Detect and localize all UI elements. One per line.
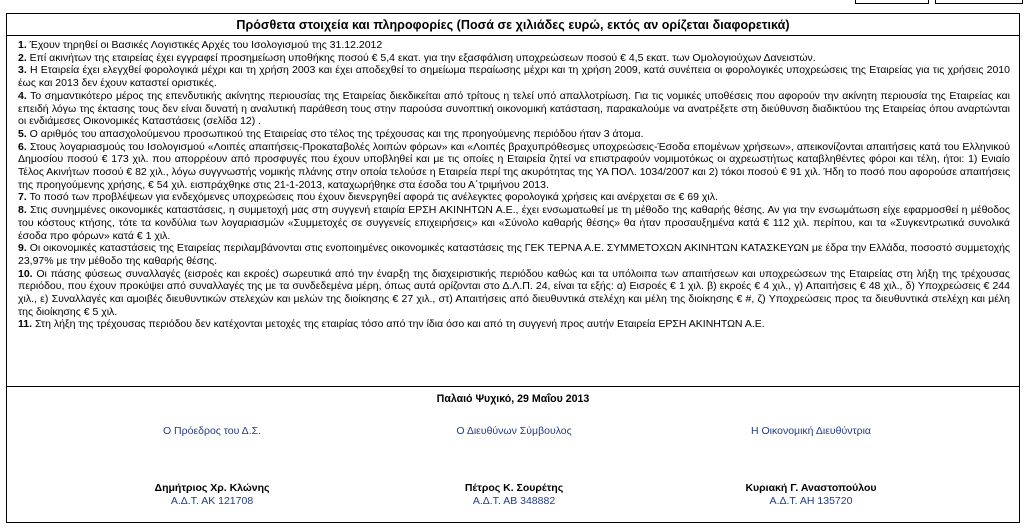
top-cell-right (935, 0, 1023, 4)
note-text: Οι πάσης φύσεως συναλλαγές (εισροές και εκροές) σωρευτικά από την έναρξη της διαχειριστικής περιόδου καθώς και τα υπόλοιπα των απαιτήσεων και υποχρεώσεων της Εταιρείας στη λήξη της τρέχουσας περιόδου, που έχουν προκύψει από συναλλαγές της με τα συνδεδεμένα μέρη, όπως αυτά ορίζονται στο Δ.Λ.Π. 24, είναι τα εξής: α) Εισροές € 1 χιλ. β) εκροές € 4 χιλ., γ) Απαιτήσεις € 48 χιλ., δ) Υποχρεώσεις € 244 χιλ., ε) Συναλλαγές και αμοιβές διευθυντικών στελεχών και μελών της διοίκησης € 27 χιλ., στ) Απαιτήσεις από διευθυντικά στελέχη και μέλη της διοίκησης € #, ζ) Υποχρεώσεις προς τα διευθυντικά στελέχη και μέλη της διοίκησης € 5 χιλ. (18, 267, 1010, 318)
note-4 (18, 90, 1010, 128)
note-1 (18, 39, 1010, 52)
note-3 (18, 64, 1010, 89)
signatory-name-ceo: Πέτρος Κ. Σουρέτης (464, 482, 564, 494)
note-number: 2. (18, 51, 27, 64)
signatory-name-chairman: Δημήτριος Χρ. Κλώνης (154, 482, 270, 494)
note-number: 7. (18, 191, 27, 204)
note-5 (18, 128, 1010, 141)
note-7 (18, 191, 1010, 204)
note-number: 4. (18, 89, 27, 102)
signatory-role-chairman: Ο Πρόεδρος του Δ.Σ. (162, 425, 262, 437)
note-6 (18, 141, 1010, 192)
note-text: Στη λήξη της τρέχουσας περιόδου δεν κατέχονται μετοχές της εταιρίας τόσο από την ίδια όσο και από τη συγγενή προς αυτήν Εταιρεία ΕΡΣΗ ΑΚΙΝΗΤΩΝ Α.Ε. (32, 318, 765, 331)
note-text: Στους λογαριασμούς του Ισολογισμού «Λοιπές απαιτήσεις-Προκαταβολές λοιπών φόρων» και «Λοιπές βραχυπρόθεσμες υποχρεώσεις-Έσοδα επομένων χρήσεων», απεικονίζονται απαιτήσεις κατά του Ελληνικού Δημοσίου ποσού € 173 χιλ. που απορρέουν από προσφυγές που έχουν υποβληθεί και με τις οποίες η Εταιρεία ζητεί να επιστραφούν νομιμοτόκως οι αχρεωστήτως καταβληθέντες φόροι και τέλη, ήτοι: 1) Ενιαίο Τέλος Ακινήτων ποσού € 82 χιλ., λόγω συγγνωστής νομικής πλάνης στην οποία τελούσε η Εταιρεία περί της ακυρότητας της ΥΑ ΠΟΛ. 1034/2007 και 2) τόκοι ποσού € 91 χιλ. Ήδη το ποσό που αφορούσε απαιτήσεις της προηγούμενης χρήσης, € 54 χιλ. εισπράχθηκε στις 21-1-2013, καταχωρήθηκε στα έσοδα του Α΄τριμήνου 2013. (18, 140, 1010, 191)
note-text: Στις συνημμένες οικονομικές καταστάσεις, η συμμετοχή μας στη συγγενή εταιρία ΕΡΣΗ ΑΚΙΝΗΤΩΝ Α.Ε., έχει ενσωματωθεί με τη μέθοδο της καθαρής θέσης. Αν για την ενσωμάτωση είχε εφαρμοσθεί η μέθοδος του κόστους κτήσης, τότε τα κονδύλια των λογαριασμών «Συμμετοχές σε συγγενείς επιχειρήσεις» και «Σύνολο καθαρής θέσης» θα ήταν προσαυξημένα κατά € 112 χιλ. περίπου, και τα «Συγκεντρωτικά συνολικά έσοδα προ φόρων» κατά € 1 χιλ. (18, 204, 1010, 242)
note-text: Οι οικονομικές καταστάσεις της Εταιρείας περιλαμβάνονται στις ενοποιημένες οικονομικές καταστάσεις της ΓΕΚ ΤΕΡΝΑ Α.Ε. ΣΥΜΜΕΤΟΧΩΝ ΑΚΙΝΗΤΩΝ ΚΑΤΑΣΚΕΥΩΝ με έδρα την Ελλάδα, ποσοστό συμμετοχής 23,97% με την μέθοδο της καθαρής θέσης. (18, 242, 1010, 267)
signatory-id-cfo: Α.Δ.Τ. ΑΗ 135720 (769, 495, 853, 507)
signatory-name-cfo: Κυριακή Γ. Αναστοπούλου (745, 482, 877, 494)
signatory-role-ceo: Ο Διευθύνων Σύμβουλος (456, 425, 572, 437)
notes-list (7, 36, 1019, 387)
note-10 (18, 268, 1010, 319)
top-cell-left (855, 0, 929, 4)
note-number: 6. (18, 140, 27, 153)
note-11 (18, 318, 1010, 331)
signatory-id-ceo: Α.Δ.Τ. ΑΒ 348882 (472, 495, 556, 507)
note-8 (18, 204, 1010, 242)
note-text: Ο αριθμός του απασχολούμενου προσωπικού της Εταιρείας στο τέλος της τρέχουσας και της προηγούμενης περιόδου ήταν 3 άτομα. (26, 127, 644, 140)
note-number: 8. (18, 204, 27, 217)
note-number: 5. (18, 127, 27, 140)
note-text: Το ποσό των προβλέψεων για ενδεχόμενες υποχρεώσεις που έχουν διενεργηθεί αφορά τις ανέλεγκτες φορολογικά χρήσεις και ανέρχεται σε € 69 χιλ. (26, 191, 718, 204)
note-9 (18, 242, 1010, 267)
note-text: Το σημαντικότερο μέρος της επενδυτικής ακίνητης περιουσίας της Εταιρείας διεκδικείται από τρίτους η τελεί υπό απαλλοτρίωση. Για τις νομικές υποθέσεις που αφορούν την ακίνητη περιουσία της Εταιρείας και επειδή λόγω της έκτασης τους δεν είναι δυνατή η αναλυτική παράθεση τους στην παρούσα συνοπτική οικονομική κατάσταση, παρακαλούμε να ανατρέξετε στη διεύθυνση διαδικτύου της Εταιρείας όπου αναρτώνται οι ενδιάμεσες Οικονομικές Καταστάσεις (σελίδα 12) . (18, 89, 1010, 128)
note-number: 3. (18, 64, 27, 77)
note-number: 11. (18, 318, 33, 331)
note-number: 10. (18, 267, 33, 280)
note-text: Η Εταιρεία έχει ελεγχθεί φορολογικά μέχρι και τη χρήση 2003 και έχει αποδεχθεί το σημείωμα περαίωσης μέχρι και τη χρήση 2009, κατά συνέπεια οι φορολογικές υποχρεώσεις της Εταιρείας για τις χρήσεις 2010 έως και 2013 δεν έχουν καταστεί οριστικές. (18, 64, 1010, 90)
note-text: Έχουν τηρηθεί οι Βασικές Λογιστικές Αρχές του Ισολογισμού της 31.12.2012 (26, 39, 383, 51)
note-2 (18, 52, 1010, 65)
section-heading: Πρόσθετα στοιχεία και πληροφορίες (Ποσά σε χιλιάδες ευρώ, εκτός αν ορίζεται διαφορετικά) (7, 14, 1019, 36)
signatory-id-chairman: Α.Δ.Τ. ΑΚ 121708 (170, 495, 254, 507)
note-text: Επί ακινήτων της εταιρείας έχει εγγραφεί προσημείωση υποθήκης ποσού € 5,4 εκατ. για την εξασφάλιση υποχρεώσεων ποσού € 4,5 εκατ. των Ομολογιούχων Δανειστών. (26, 51, 816, 64)
signatory-role-cfo: Η Οικονομική Διευθύντρια (751, 425, 871, 437)
notes-panel (6, 13, 1020, 523)
note-number: 1. (18, 39, 27, 51)
note-number: 9. (18, 242, 27, 255)
place-date: Παλαιό Ψυχικό, 29 Μαΐου 2013 (436, 393, 590, 405)
